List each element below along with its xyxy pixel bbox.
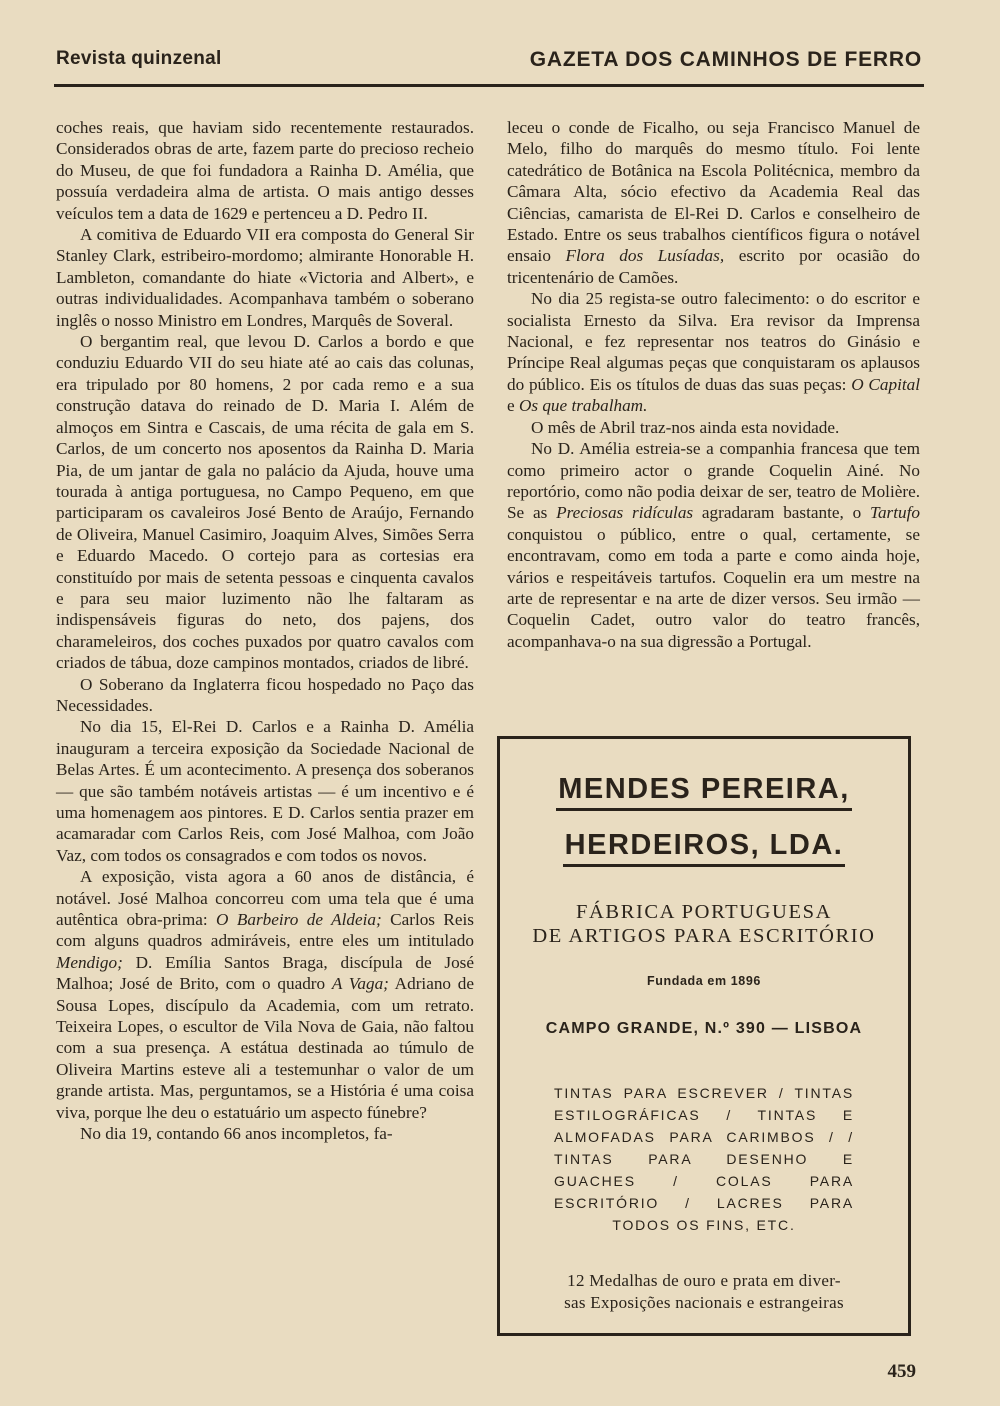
medals-line2: sas Exposições nacionais e estrangeiras bbox=[564, 1293, 844, 1312]
paragraph: O mês de Abril traz-nos ainda esta novidade. bbox=[531, 417, 840, 437]
paragraph bbox=[507, 117, 920, 288]
advertisement-box bbox=[497, 736, 911, 1336]
product-list: TINTAS PARA ESCREVER / TINTAS ESTILOGRÁFICAS / TINTAS E ALMOFADAS PARA CARIMBOS / / TINTAS PARA DESENHO E GUACHES / COLAS PARA ESCRITÓRIO / LACRES PARA TODOS OS FINS, ETC. bbox=[554, 1085, 854, 1233]
paragraph: No dia 15, El-Rei D. Carlos e a Rainha D. Amélia inauguram a terceira exposição da Sociedade Nacional de Belas Artes. É um acontecimento. A presença dos soberanos — que são também notáveis artistas — é um incentivo e é uma homenagem aos pintores. E D. Carlos sentia prazer em acamaradar com Carlos Reis, com José Malhoa, com João Vaz, com todos os consagrados e com todos os novos. bbox=[56, 717, 474, 865]
header-publication-title: GAZETA DOS CAMINHOS DE FERRO bbox=[529, 48, 922, 71]
text-run: escrito por ocasião do tricentenário de Camões. bbox=[507, 246, 920, 287]
play-title: Tartufo bbox=[869, 503, 920, 523]
company-address: CAMPO GRANDE, N.º 390 — LISBOA bbox=[545, 1020, 863, 1037]
play-title: Os que trabalham. bbox=[518, 396, 648, 416]
artwork-title: Mendigo; bbox=[56, 952, 123, 972]
book-title: Flora dos Lusíadas, bbox=[565, 246, 725, 266]
page-number: 459 bbox=[887, 1361, 916, 1382]
text-run: No D. Amélia estreia-se a companhia francesa que tem como primeiro actor o grande Coquelin Ainé. No reportório, como não podia deixar de ser, teatro de Molière. Se as bbox=[507, 439, 920, 523]
medals-line1: 12 Medalhas de ouro e prata em diver- bbox=[567, 1271, 841, 1290]
text-run: e bbox=[507, 396, 519, 416]
paragraph bbox=[507, 438, 920, 652]
paragraph: No dia 19, contando 66 anos incompletos, fa- bbox=[80, 1124, 393, 1144]
play-title: O Capital bbox=[851, 374, 920, 394]
text-run: Carlos Reis com alguns quadros admiráveis, entre eles um intitulado bbox=[56, 910, 474, 951]
paragraph: O bergantim real, que levou D. Carlos a bordo e que conduziu Eduardo VII do seu hiate até ao cais das colunas, era tripulado por 80 homens, 2 por cada remo e a sua construção datava do reinado de D. Maria I. Além de almoços em Sintra e Cascais, de uma récita de gala em S. Carlos, de um concerto nos aposentos da Rainha D. Maria Pia, de um jantar de gala no palácio da Ajuda, houve uma tourada à antiga portuguesa, no Campo Pequeno, em que participaram os cavaleiros José Bento de Araújo, Fernando de Oliveira, Manuel Casimiro, Joaquim Alves, Simões Serra e Eduardo Macedo. O cortejo para as cortesias era constituído por mais de setenta pessoas e cinquenta cavalos e para seu maior luzimento não lhe faltaram as indispensáveis figuras do neto, dos pajens, dos charameleiros, dos coches puxados por quatro cavalos com criados de tábua, doze campinos montados, criados de libré. bbox=[56, 332, 474, 673]
artwork-title: A Vaga; bbox=[331, 974, 389, 994]
factory-line2: DE ARTIGOS PARA ESCRITÓRIO bbox=[532, 925, 876, 947]
company-name-line2: HERDEIROS, LDA. bbox=[563, 829, 846, 867]
founded-year: Fundada em 1896 bbox=[647, 974, 761, 988]
header-section-label: Revista quinzenal bbox=[56, 48, 222, 69]
paragraph bbox=[56, 866, 474, 1123]
text-run: agradaram bastante, o bbox=[693, 503, 870, 523]
medals-text bbox=[500, 1270, 908, 1314]
paragraph: coches reais, que haviam sido recentemente restaurados. Considerados obras de arte, fazem parte do precioso recheio do Museu, de que foi fundadora a Rainha D. Amélia, que possuía verdadeira alma de artista. O mais antigo desses veículos tem a data de 1629 e pertenceu a D. Pedro II. bbox=[56, 118, 474, 223]
left-column bbox=[56, 117, 474, 1145]
company-name-line1: MENDES PEREIRA, bbox=[556, 773, 852, 811]
paragraph: A comitiva de Eduardo VII era composta do General Sir Stanley Clark, estribeiro-mordomo; almirante Honorable H. Lambleton, comandante do hiate «Victoria and Albert», e outras individualidades. Acompanhava também o soberano inglês o nosso Ministro em Londres, Marquês de Soveral. bbox=[56, 225, 474, 330]
factory-line1: FÁBRICA PORTUGUESA bbox=[576, 901, 832, 923]
text-run: No dia 25 regista-se outro falecimento: o do escritor e socialista Ernesto da Silva. Era revisor da Imprensa Nacional, e fez representar nos teatros do Ginásio e Príncipe Real algumas peças que conquistaram os aplausos do público. Eis os títulos de duas das suas peças: bbox=[507, 289, 920, 394]
paragraph: O Soberano da Inglaterra ficou hospedado no Paço das Necessidades. bbox=[56, 674, 474, 715]
text-run: leceu o conde de Ficalho, ou seja Francisco Manuel de Melo, filho do marquês do mesmo título. Foi lente catedrático de Botânica na Escola Politécnica, membro da Câmara Alta, sócio efectivo da Academia Real das Ciências, camarista de El-Rei D. Carlos e conselheiro de Estado. Entre os seus trabalhos científicos figura o notável ensaio bbox=[507, 118, 920, 266]
paragraph bbox=[507, 288, 920, 416]
factory-description bbox=[500, 900, 908, 948]
text-run: D. Emília Santos Braga, discípula de José Malhoa; José de Brito, com o quadro bbox=[56, 952, 474, 994]
header-rule bbox=[54, 84, 924, 87]
text-run: Adriano de Sousa Lopes, discípulo da Academia, com um retrato. Teixeira Lopes, o escultor de Vila Nova de Gaia, não faltou com a sua presença. A estátua destinada ao túmulo de Oliveira Martins esteve ali a testemunhar o valor de um grande artista. Mas, perguntamos, se a História é uma coisa viva, porque lhe deu o estatuário um aspecto fúnebre? bbox=[56, 974, 474, 1122]
play-title: Preciosas ridículas bbox=[556, 503, 694, 523]
text-run: conquistou o público, entre o qual, certamente, se encontravam, como em toda a parte e como ainda hoje, vários e respeitáveis tartufos. Coquelin era um mestre na arte de representar e na arte de dizer versos. Seu irmão — Coquelin Cadet, outro valor do teatro francês, acompanhava-o na sua digressão a Portugal. bbox=[507, 524, 920, 651]
right-column bbox=[507, 117, 920, 652]
artwork-title: O Barbeiro de Aldeia; bbox=[216, 910, 382, 930]
text-run: A exposição, vista agora a 60 anos de distância, é notável. José Malhoa concorreu com uma tela que é uma autêntica obra-prima: bbox=[56, 867, 474, 930]
